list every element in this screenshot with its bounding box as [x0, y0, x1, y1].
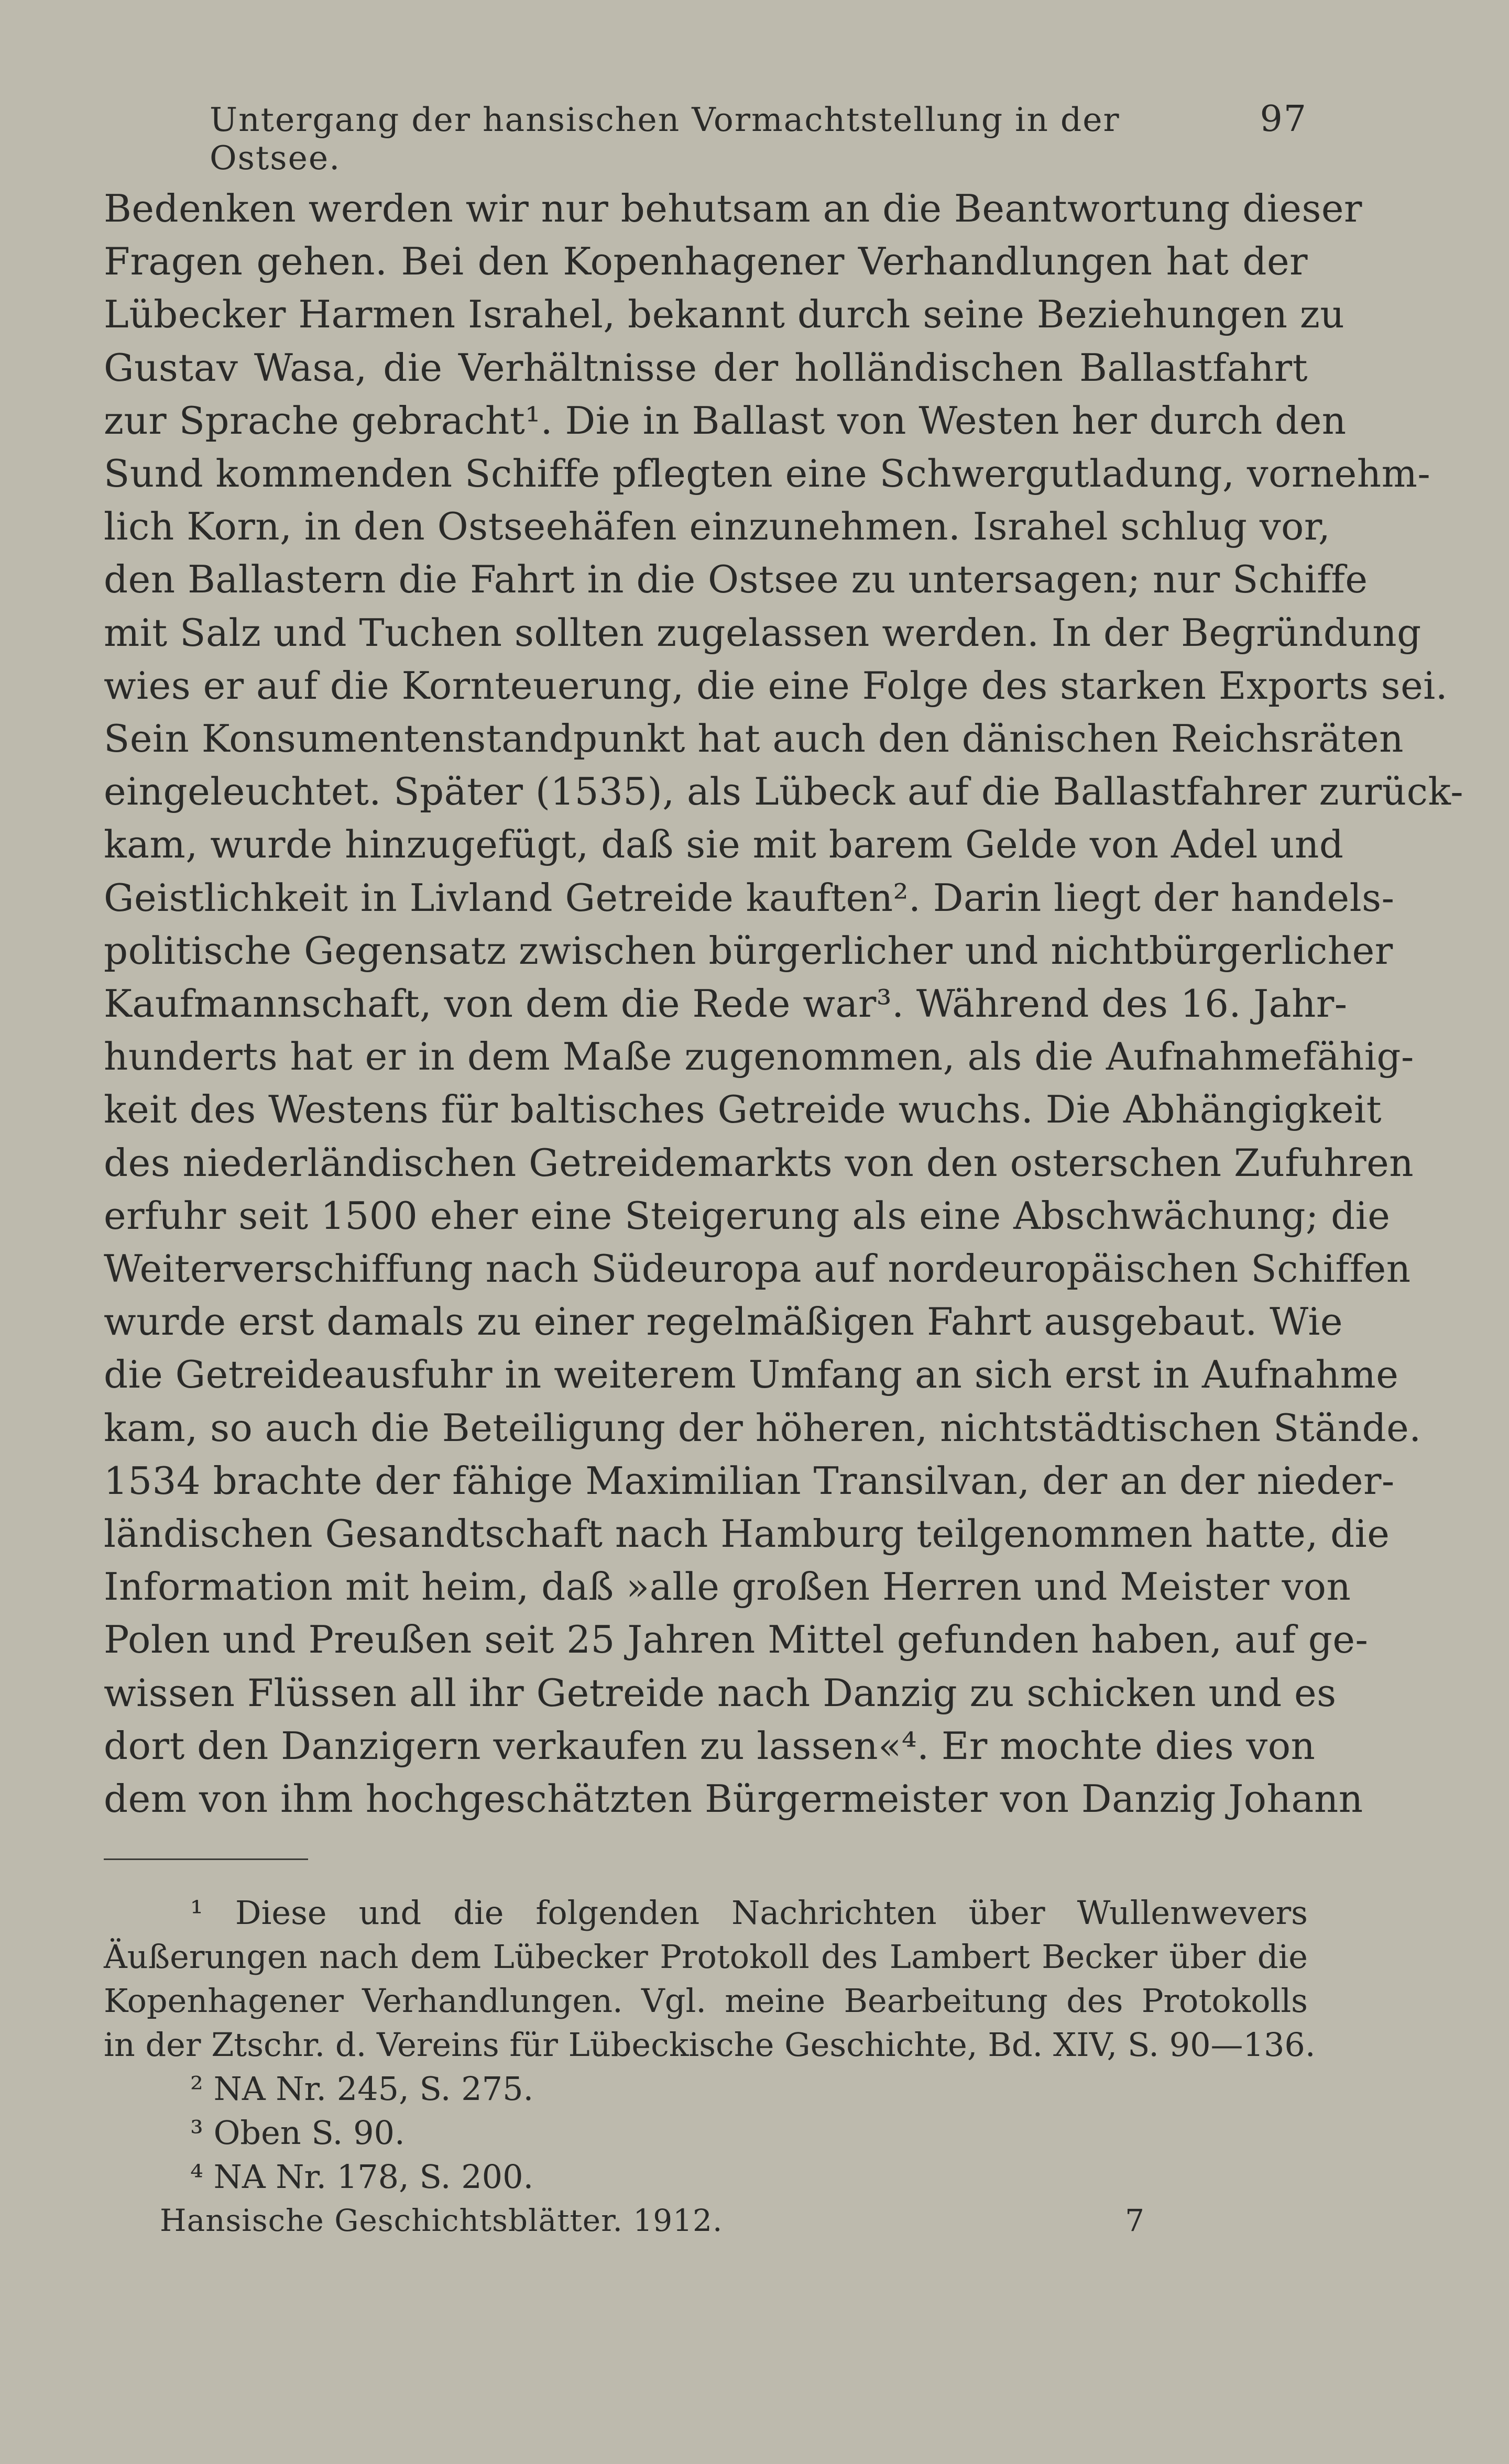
- text-line: kam, so auch die Beteiligung der höheren, nichtstädtischen Stände.: [104, 1405, 1421, 1450]
- footnote-1-line: in der Ztschr. d. Vereins für Lübeckische Geschichte, Bd. XIV, S. 90—136.: [104, 2026, 1316, 2064]
- text-line: dem von ihm hochgeschätzten Bürgermeister von Danzig Johann: [104, 1777, 1363, 1821]
- text-line: Sein Konsumentenstandpunkt hat auch den dänischen Reichsräten: [104, 717, 1404, 761]
- running-header: [210, 98, 1307, 177]
- text-line: Bedenken werden wir nur behutsam an die Beantwortung dieser: [104, 186, 1362, 230]
- text-line: politische Gegensatz zwischen bürgerlicher und nichtbürgerlicher: [104, 928, 1393, 973]
- running-title: Untergang der hansischen Vormachtstellung in der Ostsee.: [210, 101, 1120, 177]
- text-line: Polen und Preußen seit 25 Jahren Mittel gefunden haben, auf ge-: [104, 1618, 1369, 1662]
- text-line: mit Salz und Tuchen sollten zugelassen werden. In der Begründung: [104, 610, 1421, 655]
- text-line: Sund kommenden Schiffe pflegten eine Schwergutladung, vornehm-: [104, 452, 1431, 496]
- main-text: [104, 182, 1464, 1825]
- text-line: Gustav Wasa, die Verhältnisse der holländischen Ballastfahrt: [104, 345, 1308, 390]
- text-line: hunderts hat er in dem Maße zugenommen, als die Aufnahmefähig-: [104, 1035, 1414, 1079]
- footnote-1-line: Kopenhagener Verhandlungen. Vgl. meine Bearbeitung des Protokolls: [104, 1982, 1308, 2020]
- text-line: 1534 brachte der fähige Maximilian Transilvan, der an der nieder-: [104, 1458, 1395, 1503]
- page-number: 97: [1260, 98, 1307, 140]
- sheet-signature: 7: [1125, 2203, 1145, 2238]
- text-line: dort den Danzigern verkaufen zu lassen«⁴. Er mochte dies von: [104, 1723, 1316, 1768]
- text-line: Weiterverschiffung nach Südeuropa auf nordeuropäischen Schiffen: [104, 1247, 1411, 1291]
- footnote-1-line: Äußerungen nach dem Lübecker Protokoll des Lambert Becker über die: [104, 1938, 1308, 1976]
- footnote-divider: [104, 1858, 308, 1860]
- footnotes: [104, 1891, 1316, 2199]
- text-line: ländischen Gesandtschaft nach Hamburg teilgenommen hatte, die: [104, 1512, 1390, 1556]
- text-line: Lübecker Harmen Israhel, bekannt durch seine Beziehungen zu: [104, 292, 1345, 337]
- text-line: keit des Westens für baltisches Getreide wuchs. Die Abhängigkeit: [104, 1087, 1382, 1132]
- text-line: zur Sprache gebracht¹. Die in Ballast von Westen her durch den: [104, 398, 1347, 443]
- text-line: wissen Flüssen all ihr Getreide nach Danzig zu schicken und es: [104, 1670, 1337, 1715]
- text-line: Fragen gehen. Bei den Kopenhagener Verhandlungen hat der: [104, 239, 1308, 284]
- text-line: Information mit heim, daß »alle großen Herren und Meister von: [104, 1565, 1351, 1609]
- text-line: Kaufmannschaft, von dem die Rede war³. Während des 16. Jahr-: [104, 982, 1348, 1026]
- text-line: eingeleuchtet. Später (1535), als Lübeck auf die Ballastfahrer zurück-: [104, 769, 1464, 814]
- text-line: wurde erst damals zu einer regelmäßigen Fahrt ausgebaut. Wie: [104, 1300, 1343, 1344]
- text-line: kam, wurde hinzugefügt, daß sie mit barem Gelde von Adel und: [104, 822, 1344, 867]
- journal-signature: Hansische Geschichtsblätter. 1912.: [160, 2203, 723, 2238]
- text-line: den Ballastern die Fahrt in die Ostsee zu untersagen; nur Schiffe: [104, 557, 1368, 602]
- text-line: Geistlichkeit in Livland Getreide kauften². Darin liegt der handels-: [104, 875, 1395, 920]
- text-line: des niederländischen Getreidemarkts von den osterschen Zufuhren: [104, 1140, 1414, 1185]
- text-line: lich Korn, in den Ostseehäfen einzunehmen. Israhel schlug vor,: [104, 504, 1331, 549]
- footnote-2: ² NA Nr. 245, S. 275.: [190, 2070, 534, 2108]
- footnote-1-line: ¹ Diese und die folgenden Nachrichten über Wullenwevers: [190, 1894, 1308, 1932]
- footnote-4: ⁴ NA Nr. 178, S. 200.: [190, 2158, 534, 2196]
- text-line: erfuhr seit 1500 eher eine Steigerung als eine Abschwächung; die: [104, 1193, 1391, 1238]
- text-line: die Getreideausfuhr in weiterem Umfang an sich erst in Aufnahme: [104, 1352, 1399, 1397]
- text-line: wies er auf die Kornteuerung, die eine Folge des starken Exports sei.: [104, 663, 1448, 708]
- page-footer: [160, 2203, 1145, 2238]
- footnote-3: ³ Oben S. 90.: [190, 2114, 405, 2152]
